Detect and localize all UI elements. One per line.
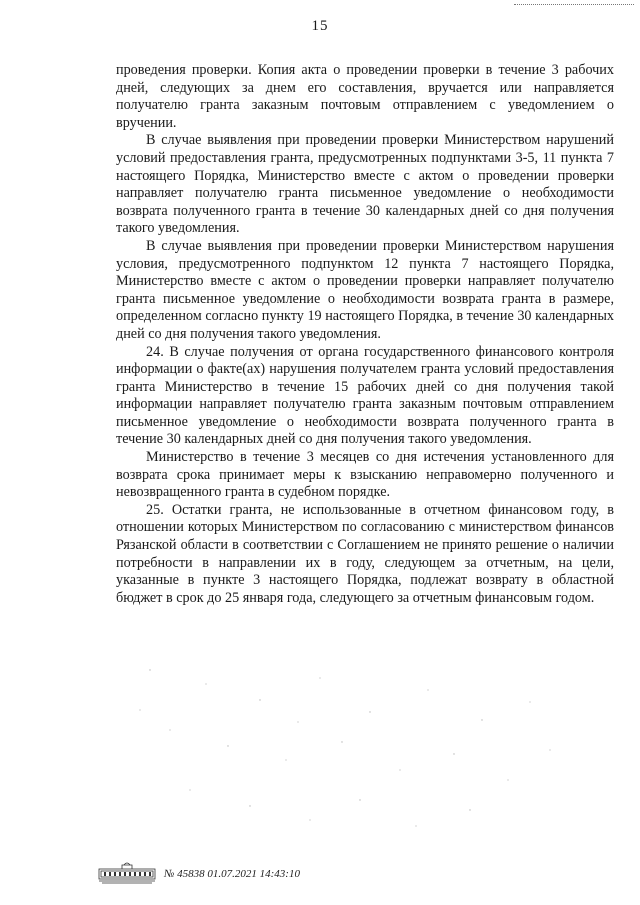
paragraph-continuation: проведения проверки. Копия акта о проведении проверки в течение 3 рабочих дней, следующих за днем его составления, вручается или направляется получателю гранта заказным почтовым отправлением с уведомлением о вручении. (116, 62, 614, 131)
registration-number: № 45838 01.07.2021 14:43:10 (164, 868, 300, 880)
paragraph-violation-conditions: В случае выявления при проведении проверки Министерством нарушений условий предоставления гранта, предусмотренных подпунктами 3-5, 11 пункта 7 настоящего Порядка, Министерство вместе с актом о проведении проверки направляет получателю гранта письменное уведомление о необходимости возврата полученного гранта в течение 30 календарных дней со дня получения такого уведомления. (116, 132, 614, 237)
scan-edge-mark (514, 4, 634, 9)
registration-footer (98, 860, 358, 886)
scan-noise (110, 650, 590, 850)
paragraph-item-25: 25. Остатки гранта, не использованные в отчетном финансовом году, в отношении которых Министерством по согласованию с министерством финансов Рязанской области в соответствии с Соглашением не принято решение о наличии потребности в направлении их в году, следующем за отчетным, на цели, указанные в пункте 3 настоящего Порядка, подлежат возврату в областной бюджет в срок до 25 января года, следующего за отчетным финансовым годом. (116, 501, 614, 606)
paragraph-recovery: Министерство в течение 3 месяцев со дня истечения установленного для возврата срока принимает меры к взысканию неправомерно полученного и невозвращенного гранта в судебном порядке. (116, 449, 614, 501)
document-body (116, 62, 614, 607)
government-building-stamp-icon (98, 860, 156, 884)
paragraph-item-24: 24. В случае получения от органа государственного финансового контроля информации о факте(ах) нарушения получателем гранта условий предоставления гранта Министерство в течение 15 рабочих дней со дня получения такой информации направляет получателю гранта заказным почтовым отправлением письменное уведомление о необходимости возврата полученного гранта в течение 30 календарных дней со дня получения такого уведомления. (116, 343, 614, 448)
page-number: 15 (311, 18, 329, 34)
paragraph-violation-subitem-12: В случае выявления при проведении проверки Министерством нарушения условия, предусмотренного подпунктом 12 пункта 7 настоящего Порядка, Министерство вместе с актом о проведении проверки направляет получателю гранта письменное уведомление о необходимости возврата гранта в размере, определенном согласно пункту 19 настоящего Порядка, в течение 30 календарных дней со дня получения такого уведомления. (116, 237, 614, 342)
